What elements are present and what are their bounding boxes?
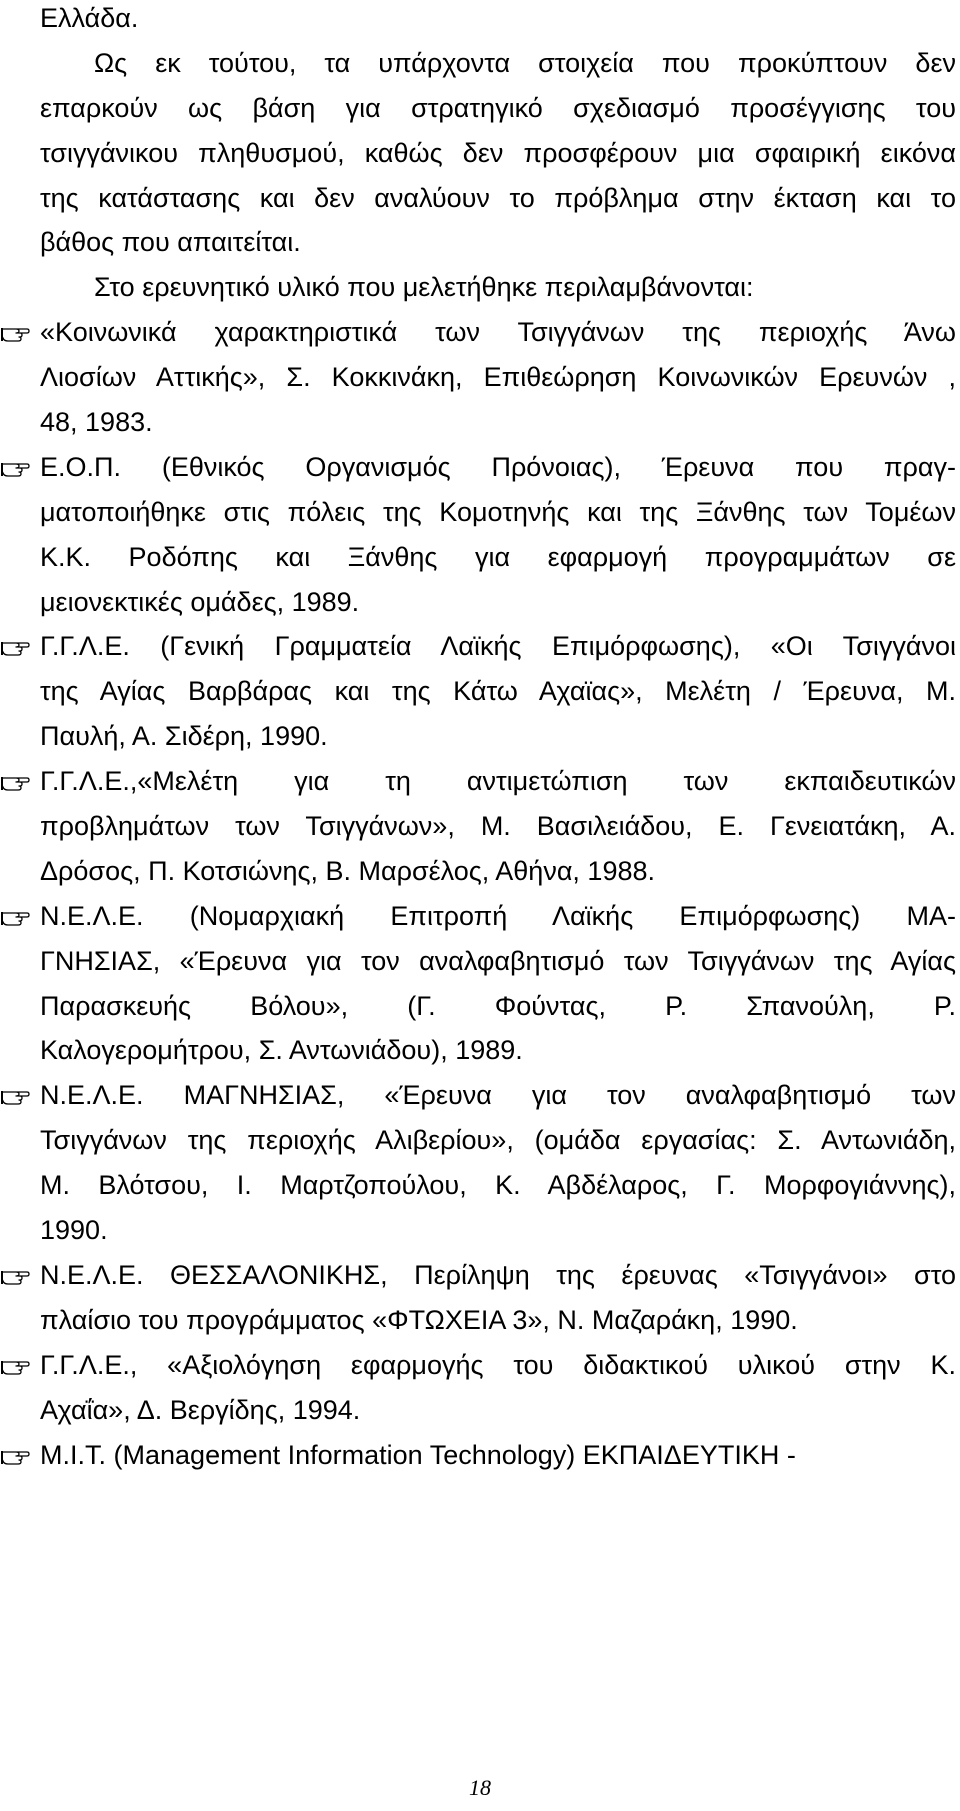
reference-item (40, 314, 956, 449)
reference-line: Γ.Γ.Λ.Ε. (Γενική Γραμματεία Λαϊκής Επιμόρφωσης), «Οι Τσιγγάνοι (40, 628, 956, 673)
pointing-hand-icon (0, 1263, 30, 1287)
pointing-hand-icon (0, 634, 30, 658)
reference-line: ΓΝΗΣΙΑΣ, «Έρευνα για τον αναλφαβητισμό των Τσιγγάνων της Αγίας (40, 945, 956, 976)
body-line: τσιγγάνικου πληθυσμού, καθώς δεν προσφέρουν μια σφαιρική εικόνα (40, 137, 956, 168)
body-line: επαρκούν ως βάση για στρατηγικό σχεδιασμό προσέγγισης του (40, 92, 956, 123)
reference-line: πλαίσιο του προγράμματος «ΦΤΩΧΕΙΑ 3», Ν. Μαζαράκη, 1990. (40, 1304, 798, 1335)
reference-item (40, 763, 956, 898)
reference-line: 48, 1983. (40, 407, 153, 438)
body-line: Ελλάδα. (40, 3, 139, 33)
body-line: της κατάστασης και δεν αναλύουν το πρόβλημα στην έκταση και το (40, 182, 956, 213)
reference-line: Τσιγγάνων της περιοχής Αλιβερίου», (ομάδα εργασίας: Σ. Αντωνιάδη, (40, 1125, 956, 1156)
reference-item (40, 1347, 956, 1437)
reference-line: Γ.Γ.Λ.Ε., «Αξιολόγηση εφαρμογής του διδακτικού υλικού στην Κ. (40, 1347, 956, 1392)
reference-line: Ν.Ε.Λ.Ε. ΜΑΓΝΗΣΙΑΣ, «Έρευνα για τον αναλφαβητισμό των (40, 1077, 956, 1122)
body-text (40, 0, 956, 1481)
reference-line: Ν.Ε.Λ.Ε. ΘΕΣΣΑΛΟΝΙΚΗΣ, Περίληψη της έρευνας «Τσιγγάνοι» στο (40, 1257, 956, 1302)
reference-item (40, 1437, 956, 1482)
pointing-hand-icon (0, 455, 30, 479)
pointing-hand-icon (0, 904, 30, 928)
body-line: βάθος που απαιτείται. (40, 227, 301, 258)
reference-line: Μ.Ι.Τ. (Management Information Technology) ΕΚΠΑΙΔΕΥΤΙΚΗ - (40, 1437, 956, 1482)
reference-line: Ε.Ο.Π. (Εθνικός Οργανισμός Πρόνοιας), Έρευνα που πραγ- (40, 449, 956, 494)
pointing-hand-icon (0, 1443, 30, 1467)
reference-line: μειονεκτικές ομάδες, 1989. (40, 586, 360, 617)
reference-line: Μ. Βλότσου, Ι. Μαρτζοπούλου, Κ. Αβδέλαρος, Γ. Μορφογιάννης), (40, 1170, 956, 1201)
body-line: Στο ερευνητικό υλικό που μελετήθηκε περιλαμβάνονται: (94, 272, 754, 303)
pointing-hand-icon (0, 1353, 30, 1377)
reference-line: «Κοινωνικά χαρακτηριστικά των Τσιγγάνων της περιοχής Άνω (40, 314, 956, 359)
pointing-hand-icon (0, 320, 30, 344)
reference-line: Αχαΐα», Δ. Βεργίδης, 1994. (40, 1394, 361, 1425)
reference-item (40, 1257, 956, 1347)
reference-line: Δρόσος, Π. Κοτσιώνης, Β. Μαρσέλος, Αθήνα, 1988. (40, 855, 656, 886)
reference-line: Λιοσίων Αττικής», Σ. Κοκκινάκη, Επιθεώρηση Κοινωνικών Ερευνών , (40, 362, 956, 393)
reference-item (40, 449, 956, 629)
reference-item (40, 898, 956, 1078)
body-line: Ως εκ τούτου, τα υπάρχοντα στοιχεία που προκύπτουν δεν (94, 47, 956, 78)
reference-line: Παυλή, Α. Σιδέρη, 1990. (40, 721, 328, 752)
pointing-hand-icon (0, 769, 30, 793)
reference-line: 1990. (40, 1215, 108, 1246)
reference-item (40, 628, 956, 763)
reference-line: Ν.Ε.Λ.Ε. (Νομαρχιακή Επιτροπή Λαϊκής Επιμόρφωσης) ΜΑ- (40, 898, 956, 943)
page-number: 18 (469, 1775, 491, 1800)
reference-item (40, 1077, 956, 1257)
reference-line: της Αγίας Βαρβάρας και της Κάτω Αχαϊας», Μελέτη / Έρευνα, Μ. (40, 676, 956, 707)
reference-line: Κ.Κ. Ροδόπης και Ξάνθης για εφαρμογή προγραμμάτων σε (40, 541, 956, 572)
reference-line: προβλημάτων των Τσιγγάνων», Μ. Βασιλειάδου, Ε. Γενειατάκη, Α. (40, 811, 956, 842)
reference-line: Παρασκευής Βόλου», (Γ. Φούντας, Ρ. Σπανούλη, Ρ. (40, 990, 956, 1021)
reference-line: ματοποιήθηκε στις πόλεις της Κομοτηνής και της Ξάνθης των Τομέων (40, 496, 956, 527)
reference-line: Γ.Γ.Λ.Ε.,«Μελέτη για τη αντιμετώπιση των εκπαιδευτικών (40, 763, 956, 808)
pointing-hand-icon (0, 1083, 30, 1107)
reference-line: Καλογερομήτρου, Σ. Αντωνιάδου), 1989. (40, 1035, 523, 1066)
